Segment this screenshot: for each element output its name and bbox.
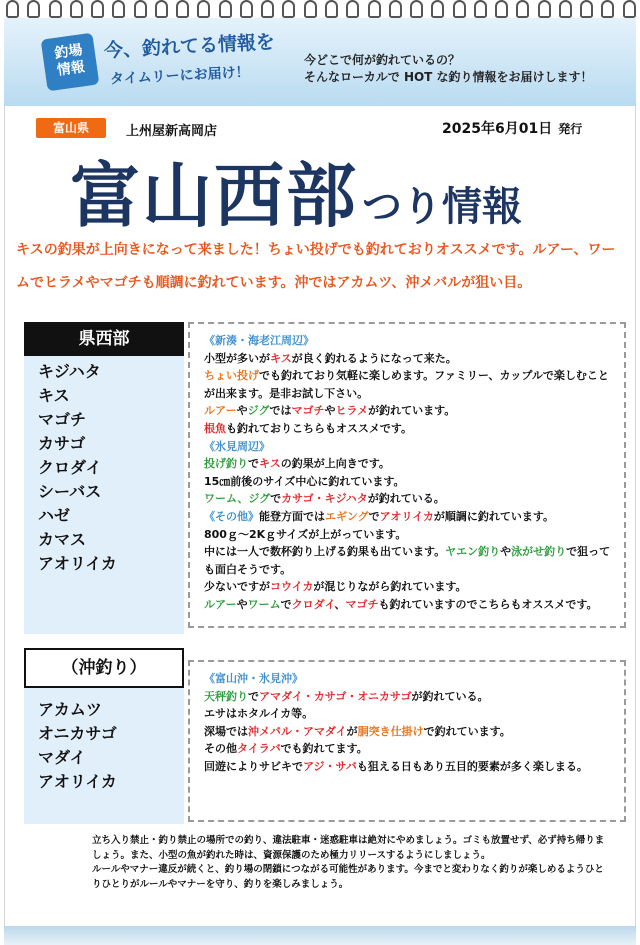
list-item: アカムツ	[38, 700, 102, 719]
badge-line-2: 情報	[55, 59, 86, 79]
binding-ring-icon	[389, 0, 402, 18]
binding-ring-icon	[601, 0, 614, 18]
prefecture-tag: 富山県	[36, 118, 106, 138]
list-item: カマス	[38, 530, 87, 549]
west-species-list	[24, 356, 184, 576]
issue-date	[442, 118, 582, 138]
binding-ring-icon	[453, 0, 466, 18]
binding-ring-icon	[219, 0, 232, 18]
binding-ring-icon	[261, 0, 274, 18]
list-item: アオリイカ	[38, 772, 117, 791]
issue-date-value: 2025年6月01日	[442, 121, 553, 137]
list-item: ハゼ	[38, 506, 71, 525]
badge-line-1: 釣場	[53, 42, 84, 62]
binding-ring-icon	[410, 0, 423, 18]
report-line: ちょい投げでも釣れており気軽に楽しめます。ファミリー、カップルで楽しむことが出来ます。是非お試し下さい。	[204, 369, 609, 400]
list-item: キス	[38, 386, 70, 405]
intro-line-1: 今どこで何が釣れているの？	[304, 53, 461, 67]
report-line: 15㎝前後のサイズ中心に釣れています。	[204, 474, 405, 488]
list-item: カサゴ	[38, 434, 86, 453]
west-species-panel	[24, 322, 184, 634]
report-line: 少ないですがコウイカが混じりながら釣れています。	[204, 580, 467, 594]
area-heading: 《氷見周辺》	[204, 439, 270, 453]
catchphrase	[103, 31, 276, 89]
catchphrase-line-1: 今、釣れてる情報を	[103, 31, 276, 62]
west-heading: 県西部	[24, 322, 184, 356]
list-item: クロダイ	[38, 458, 102, 477]
report-line: 回遊によりサビキでアジ・サバも狙える日もあり五目的要素が多く楽しまる。	[204, 759, 588, 773]
notice-line-1: 立ち入り禁止・釣り禁止の場所での釣り、違法駐車・迷惑駐車は絶対にやめましょう。ゴミも放置せず、必ず持ち帰りましょう。また、小型の魚が釣れた時は、資源保護のため極力リリースするようにしましょう。	[92, 835, 605, 861]
binding-ring-icon	[368, 0, 381, 18]
binding-ring-icon	[176, 0, 189, 18]
binding-ring-icon	[197, 0, 210, 18]
catchphrase-line-2: タイムリーにお届け！	[109, 64, 251, 88]
spiral-binding	[6, 0, 636, 20]
binding-ring-icon	[516, 0, 529, 18]
report-line: 投げ釣りでキスの釣果が上向きです。	[204, 457, 390, 471]
offshore-species-panel	[24, 648, 184, 824]
issued-label: 発行	[558, 122, 583, 136]
binding-ring-icon	[49, 0, 62, 18]
area-heading: 《富山沖・氷見沖》	[204, 672, 303, 685]
binding-ring-icon	[495, 0, 508, 18]
binding-ring-icon	[91, 0, 104, 18]
binding-ring-icon	[282, 0, 295, 18]
binding-ring-icon	[112, 0, 125, 18]
notice-line-2: ルールやマナー違反が続くと、釣り場の閉鎖につながる可能性があります。今までと変わりなく釣りが楽しめるようひとりひとりがルールやマナーを守り、釣りを楽しみましょう。	[92, 864, 604, 890]
binding-ring-icon	[155, 0, 168, 18]
report-line: 《その他》能登方面ではエギングでアオリイカが順調に釣れています。	[204, 509, 555, 523]
list-item: アオリイカ	[38, 554, 117, 573]
intro-line-2: そんなローカルで HOT な釣り情報をお届けします！	[304, 70, 593, 84]
report-line: 小型が多いがキスが良く釣れるようになって来た。	[204, 351, 457, 365]
list-item: マダイ	[38, 748, 86, 767]
page-title	[70, 140, 522, 241]
binding-ring-icon	[431, 0, 444, 18]
binding-ring-icon	[6, 0, 19, 18]
report-line: ワーム、ジグでカサゴ・キジハタが釣れている。	[204, 492, 445, 506]
binding-ring-icon	[559, 0, 572, 18]
list-item: オニカサゴ	[38, 724, 117, 743]
binding-ring-icon	[27, 0, 40, 18]
lead-summary: キスの釣果が上向きになって来ました！ちょい投げでも釣れておりオススメです。ルアー、ワームでヒラメやマゴチも順調に釣れています。沖ではアカムツ、沖メバルが狙い目。	[16, 242, 616, 291]
binding-ring-icon	[538, 0, 551, 18]
binding-ring-icon	[134, 0, 147, 18]
binding-ring-icon	[623, 0, 636, 18]
binding-ring-icon	[240, 0, 253, 18]
report-line: ルアーやジグではマゴチやヒラメが釣れています。	[204, 404, 456, 418]
report-line: 中には一人で数杯釣り上げる釣果も出ています。ヤエン釣りや泳がせ釣りで狙っても面白そうです。	[204, 545, 611, 576]
fishing-info-badge	[41, 33, 100, 92]
report-line: 天秤釣りでアマダイ・カサゴ・オニカサゴが釣れている。	[204, 689, 489, 703]
binding-ring-icon	[325, 0, 338, 18]
binding-ring-icon	[474, 0, 487, 18]
report-line: 根魚も釣れておりこちらもオススメです。	[204, 421, 413, 435]
report-line: その他タイラバでも釣れてます。	[204, 742, 368, 756]
report-line: 深場では沖メバル・アマダイが胴突き仕掛けで釣れています。	[204, 724, 511, 738]
area-heading: 《新湊・海老江周辺》	[204, 334, 314, 347]
binding-ring-icon	[70, 0, 83, 18]
binding-ring-icon	[580, 0, 593, 18]
offshore-report	[188, 660, 626, 822]
manners-notice	[92, 834, 612, 892]
title-main: 富山西部	[70, 155, 358, 237]
title-sub: つり情報	[362, 184, 522, 230]
bottom-shade	[4, 926, 636, 945]
binding-ring-icon	[346, 0, 359, 18]
list-item: キジハタ	[38, 362, 101, 381]
report-line: ルアーやワームでクロダイ、マゴチも釣れていますのでこちらもオススメです。	[204, 597, 598, 611]
report-line: エサはホタルイカ等。	[204, 707, 314, 721]
west-report	[188, 322, 626, 628]
offshore-heading: （沖釣り）	[24, 648, 184, 688]
intro-text	[304, 52, 593, 86]
offshore-species-list	[24, 694, 184, 794]
list-item: シーバス	[38, 482, 102, 501]
list-item: マゴチ	[38, 410, 87, 429]
report-line: 800ｇ～2Kｇサイズが上がっています。	[204, 527, 407, 541]
binding-ring-icon	[304, 0, 317, 18]
store-name: 上州屋新高岡店	[126, 124, 218, 139]
